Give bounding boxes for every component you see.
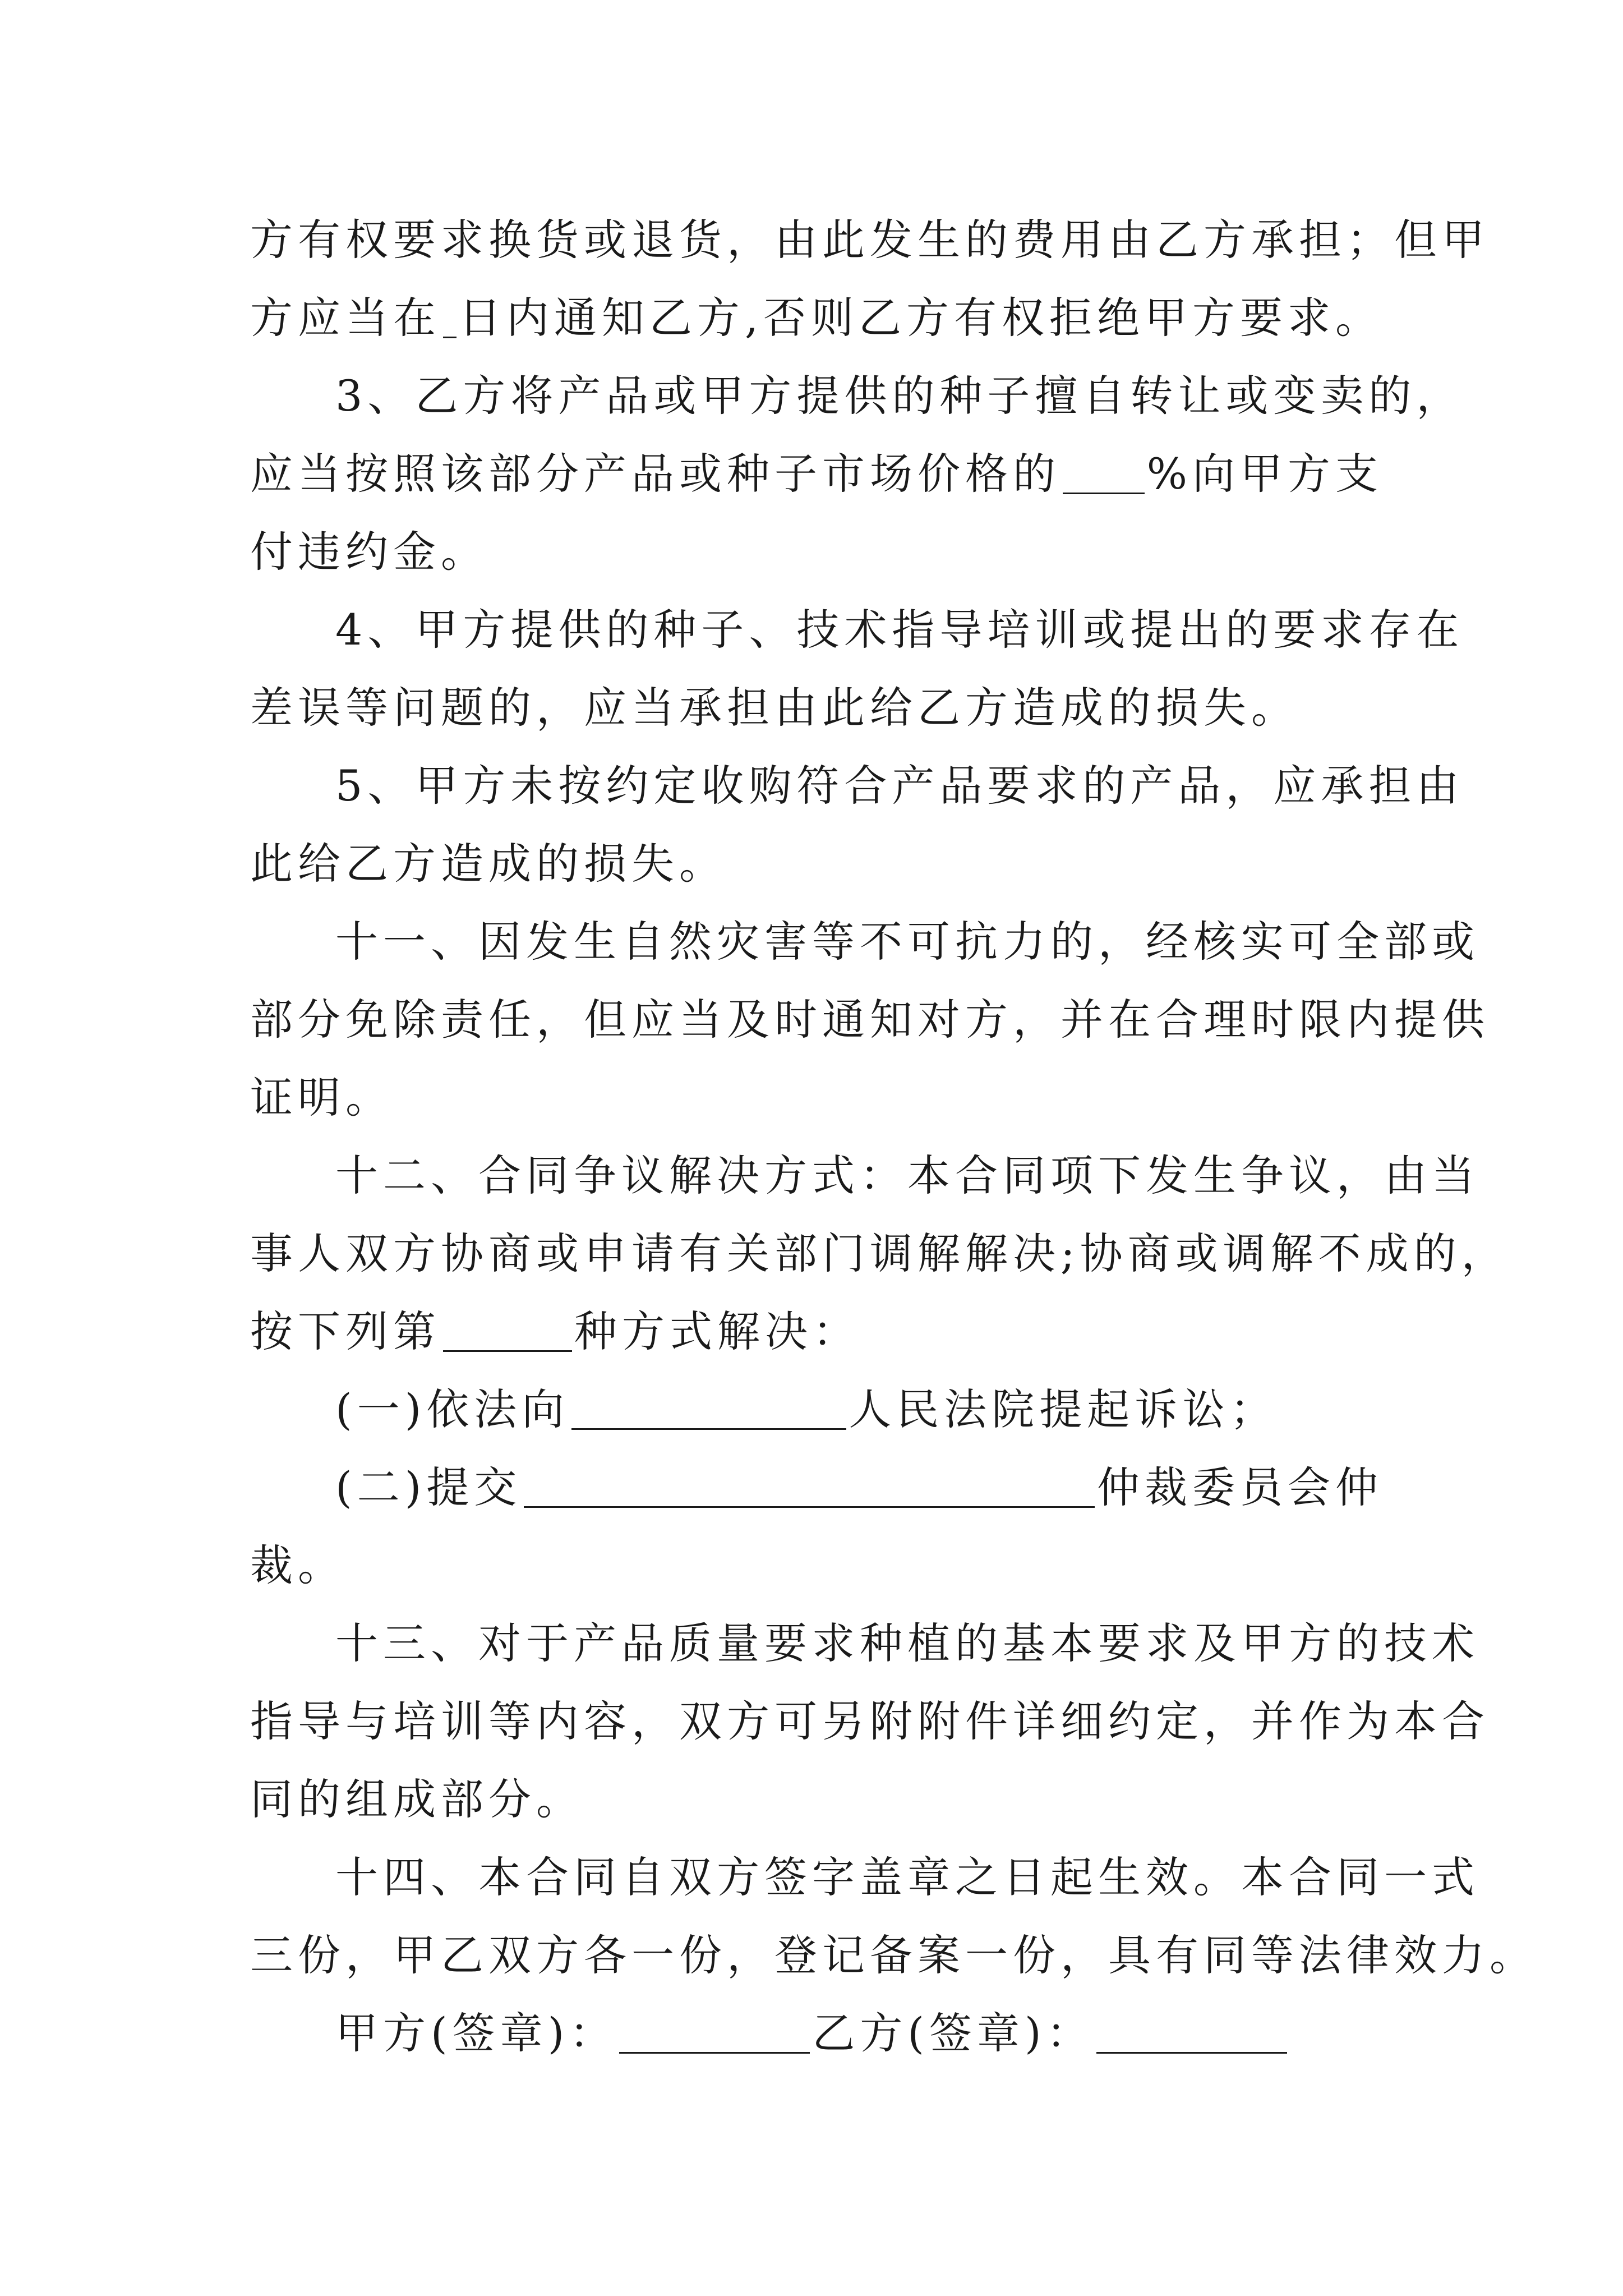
text-line <box>250 1304 1383 1360</box>
line-text: 仲裁委员会仲 <box>1097 1462 1383 1512</box>
fill-in-blank-days[interactable] <box>443 302 457 338</box>
party-a-signature-label: 甲方(签章)： <box>335 2008 617 2058</box>
text-line <box>250 368 1464 424</box>
text-line <box>250 524 1383 580</box>
line-text: 三份，甲乙双方各一份，登记备案一份，具有同等法律效力。 <box>250 1930 1537 1980</box>
line-text: 部分免除责任，但应当及时通知对方，并在合理时限内提供 <box>250 995 1490 1045</box>
line-text: 3、乙方将产品或甲方提供的种子擅自转让或变卖的， <box>335 371 1464 421</box>
party-a-signature-field[interactable] <box>619 2017 810 2054</box>
line-text: (二)提交 <box>335 1462 522 1512</box>
text-line <box>250 1148 1479 1204</box>
fill-in-blank-percent[interactable] <box>1063 458 1145 494</box>
text-line <box>250 1694 1490 1750</box>
text-line <box>250 1772 1383 1828</box>
line-text: 方应当在 <box>250 293 441 343</box>
text-line <box>250 1849 1479 1906</box>
text-line <box>250 836 1383 892</box>
text-line <box>250 1927 1537 1984</box>
line-text: 按下列第 <box>250 1306 441 1356</box>
line-text: 事人双方协商或申请有关部门调解解决;协商或调解不成的， <box>250 1228 1509 1278</box>
text-line <box>250 992 1490 1048</box>
party-b-signature-label: 乙方(签章)： <box>812 2008 1094 2058</box>
line-text: 方有权要求换货或退货，由此发生的费用由乙方承担；但甲 <box>250 215 1490 265</box>
line-text: 5、甲方未按约定收购符合产品要求的产品，应承担由 <box>335 761 1464 811</box>
text-line <box>250 1070 1383 1126</box>
text-line <box>250 1382 1383 1438</box>
line-text: 应当按照该部分产品或种子市场价格的 <box>250 449 1061 499</box>
text-line <box>250 680 1383 736</box>
line-text: 裁。 <box>250 1540 345 1590</box>
text-line <box>250 1538 1383 1594</box>
line-text: 十二、合同争议解决方式：本合同项下发生争议，由当 <box>335 1151 1479 1200</box>
line-text: 4、甲方提供的种子、技术指导培训或提出的要求存在 <box>335 605 1464 655</box>
text-line <box>250 1616 1479 1672</box>
text-line <box>250 1460 1383 1516</box>
text-line <box>250 212 1490 268</box>
line-text: 差误等问题的，应当承担由此给乙方造成的损失。 <box>250 683 1299 733</box>
fill-in-blank-arbitration[interactable] <box>524 1471 1095 1508</box>
line-text: 付违约金。 <box>250 527 488 577</box>
text-line <box>250 1226 1509 1282</box>
line-text: 种方式解决： <box>574 1306 860 1356</box>
line-text: 十三、对于产品质量要求种植的基本要求及甲方的技术 <box>335 1618 1479 1668</box>
line-text: 同的组成部分。 <box>250 1774 584 1824</box>
line-text: %向甲方支 <box>1146 449 1383 499</box>
party-b-signature-field[interactable] <box>1096 2017 1287 2054</box>
fill-in-blank-court[interactable] <box>571 1393 846 1430</box>
text-line <box>250 290 1383 346</box>
signature-line <box>250 2005 1383 2062</box>
text-line <box>250 446 1383 502</box>
text-line <box>250 602 1464 658</box>
line-text: 十一、因发生自然灾害等不可抗力的，经核实可全部或 <box>335 917 1479 967</box>
line-text: 日内通知乙方,否则乙方有权拒绝甲方要求。 <box>458 293 1383 343</box>
line-text: 人民法院提起诉讼； <box>849 1384 1278 1434</box>
text-line <box>250 758 1464 814</box>
line-text: 证明。 <box>250 1073 393 1122</box>
line-text: 指导与培训等内容，双方可另附附件详细约定，并作为本合 <box>250 1696 1490 1746</box>
line-text: (一)依法向 <box>335 1384 570 1434</box>
line-text: 此给乙方造成的损失。 <box>250 839 727 889</box>
line-text: 十四、本合同自双方签字盖章之日起生效。本合同一式 <box>335 1852 1479 1902</box>
fill-in-blank-option[interactable] <box>443 1315 572 1352</box>
text-line <box>250 914 1479 970</box>
